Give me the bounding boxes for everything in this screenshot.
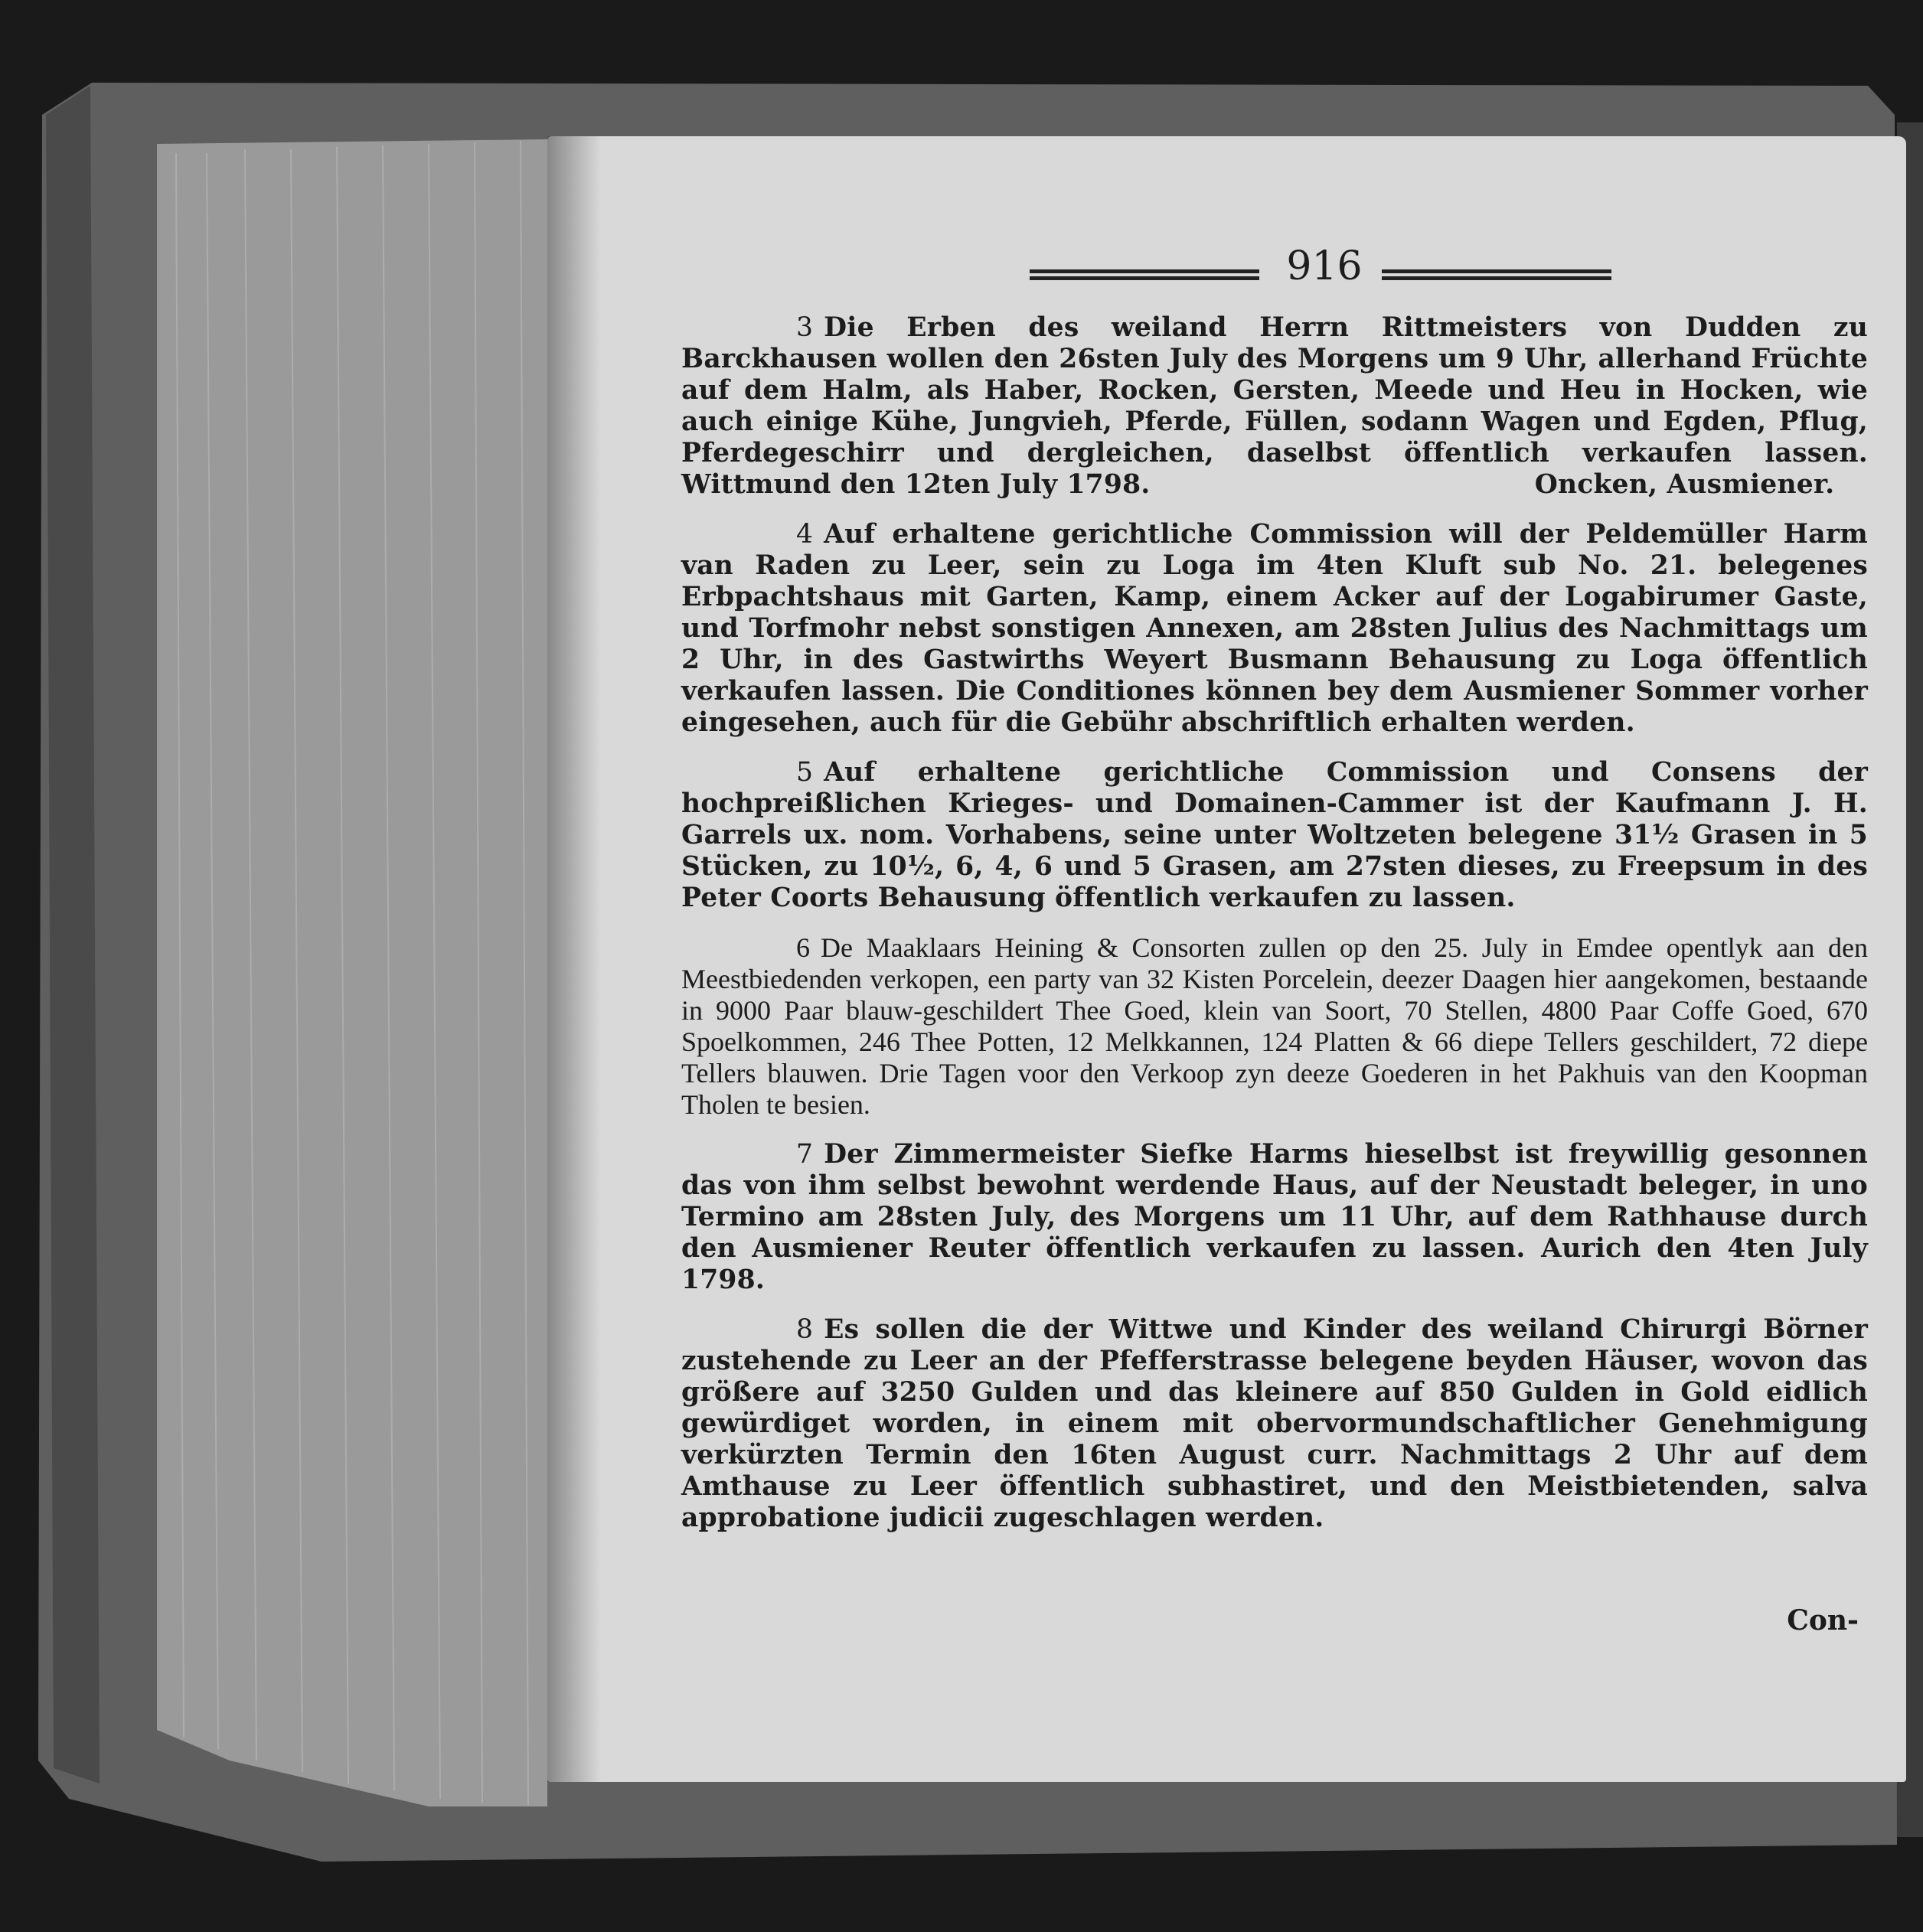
entry-text: Der Zimmermeister Siefke Harms hieselbst ist freywillig gesonnen das von ihm selbst bewohnt werdende Haus, auf der Neustadt beleger, in uno Termino am 28sten July, des Morgens um 11 Uhr, auf dem Rathhause durch den Ausmiener Reuter öffentlich verkaufen zu lassen. Aurich den 4ten July 1798. [681,1139,1868,1295]
header-rule-left [1030,269,1259,286]
notice-entry [681,1139,1868,1296]
entry-number: 6 [796,932,810,963]
entry-text: Es sollen die der Wittwe und Kinder des weiland Chirurgi Börner zustehende zu Leer an der Pfefferstrasse belegene beyden Häuser, wovon das größere auf 3250 Gulden und das kleinere auf 850 Gulden in Gold eidlich gewürdiget worden, in einem mit obervormundschaftlicher Genehmigung verkürzten Termin den 16ten August curr. Nachmittags 2 Uhr auf dem Amthause zu Leer öffentlich subhastiret, und den Meistbietenden, salva approbatione judicii zugeschlagen werden. [681,1314,1868,1533]
page-header [1030,243,1642,312]
notice-entry [681,519,1868,739]
catchword: Con- [1787,1604,1859,1637]
entry-text: De Maaklaars Heining & Consorten zullen op den 25. July in Emdee opentlyk aan den Meestbiedenden verkopen, een party van 32 Kisten Porcelein, deezer Daagen hier aangekomen, bestaande in 9000 Paar blauw-geschildert Thee Goed, klein van Soort, 70 Stellen, 4800 Paar Coffe Goed, 670 Spoelkommen, 246 Thee Potten, 12 Melkkannen, 124 Platten & 66 diepe Tellers geschildert, 72 diepe Tellers blauwen. Drie Tagen voor den Verkoop zyn deeze Goederen in het Pakhuis van den Koopman Tholen te besien. [681,932,1868,1120]
entry-number: 5 [796,757,814,788]
gutter-shadow [547,136,601,1782]
entry-text: Auf erhaltene gerichtliche Commission und Consens der hochpreißlichen Krieges- und Domainen-Cammer ist der Kaufmann J. H. Garrels ux. nom. Vorhabens, seine unter Woltzeten belegene 31½ Grasen in 5 Stücken, zu 10½, 6, 4, 6 und 5 Grasen, am 27sten dieses, zu Freepsum in des Peter Coorts Behausung öffentlich verkaufen zu lassen. [681,757,1868,913]
entry-signature: Oncken, Ausmiener. [1534,469,1835,500]
book-page [547,136,1906,1782]
page-block-edge [157,139,547,1806]
notice-entry [681,757,1868,914]
entry-text: Die Erben des weiland Herrn Rittmeisters von Dudden zu Barckhausen wollen den 26sten July des Morgens um 9 Uhr, allerhand Früchte auf dem Halm, als Haber, Rocken, Gersten, Meede und Heu in Hocken, wie auch einige Kühe, Jungvieh, Pferde, Füllen, sodann Wagen und Egden, Pflug, Pferdegeschirr und dergleichen, daselbst öffentlich verkaufen lassen. Wittmund den 12ten July 1798. [681,312,1868,500]
notice-entry [681,1314,1868,1534]
entry-number: 7 [796,1139,814,1170]
header-rule-right [1382,269,1611,286]
notice-entry [681,312,1868,501]
entry-number: 4 [796,519,814,550]
entry-text: Auf erhaltene gerichtliche Commission will der Peldemüller Harm van Raden zu Leer, sein zu Loga im 4ten Kluft sub No. 21. belegenes Erbpachtshaus mit Garten, Kamp, einem Acker auf der Logabirumer Gaste, und Torfmohr nebst sonstigen Annexen, am 28sten Julius des Nachmittags um 2 Uhr, in des Gastwirths Weyert Busmann Behausung zu Loga öffentlich verkaufen lassen. Die Conditiones können bey dem Ausmiener Sommer vorher eingesehen, auch für die Gebühr abschriftlich erhalten werden. [681,519,1868,738]
page-number: 916 [1286,243,1363,289]
entry-number: 8 [796,1314,814,1345]
page-body [681,312,1868,1552]
entry-number: 3 [796,312,814,343]
notice-entry [681,932,1868,1121]
